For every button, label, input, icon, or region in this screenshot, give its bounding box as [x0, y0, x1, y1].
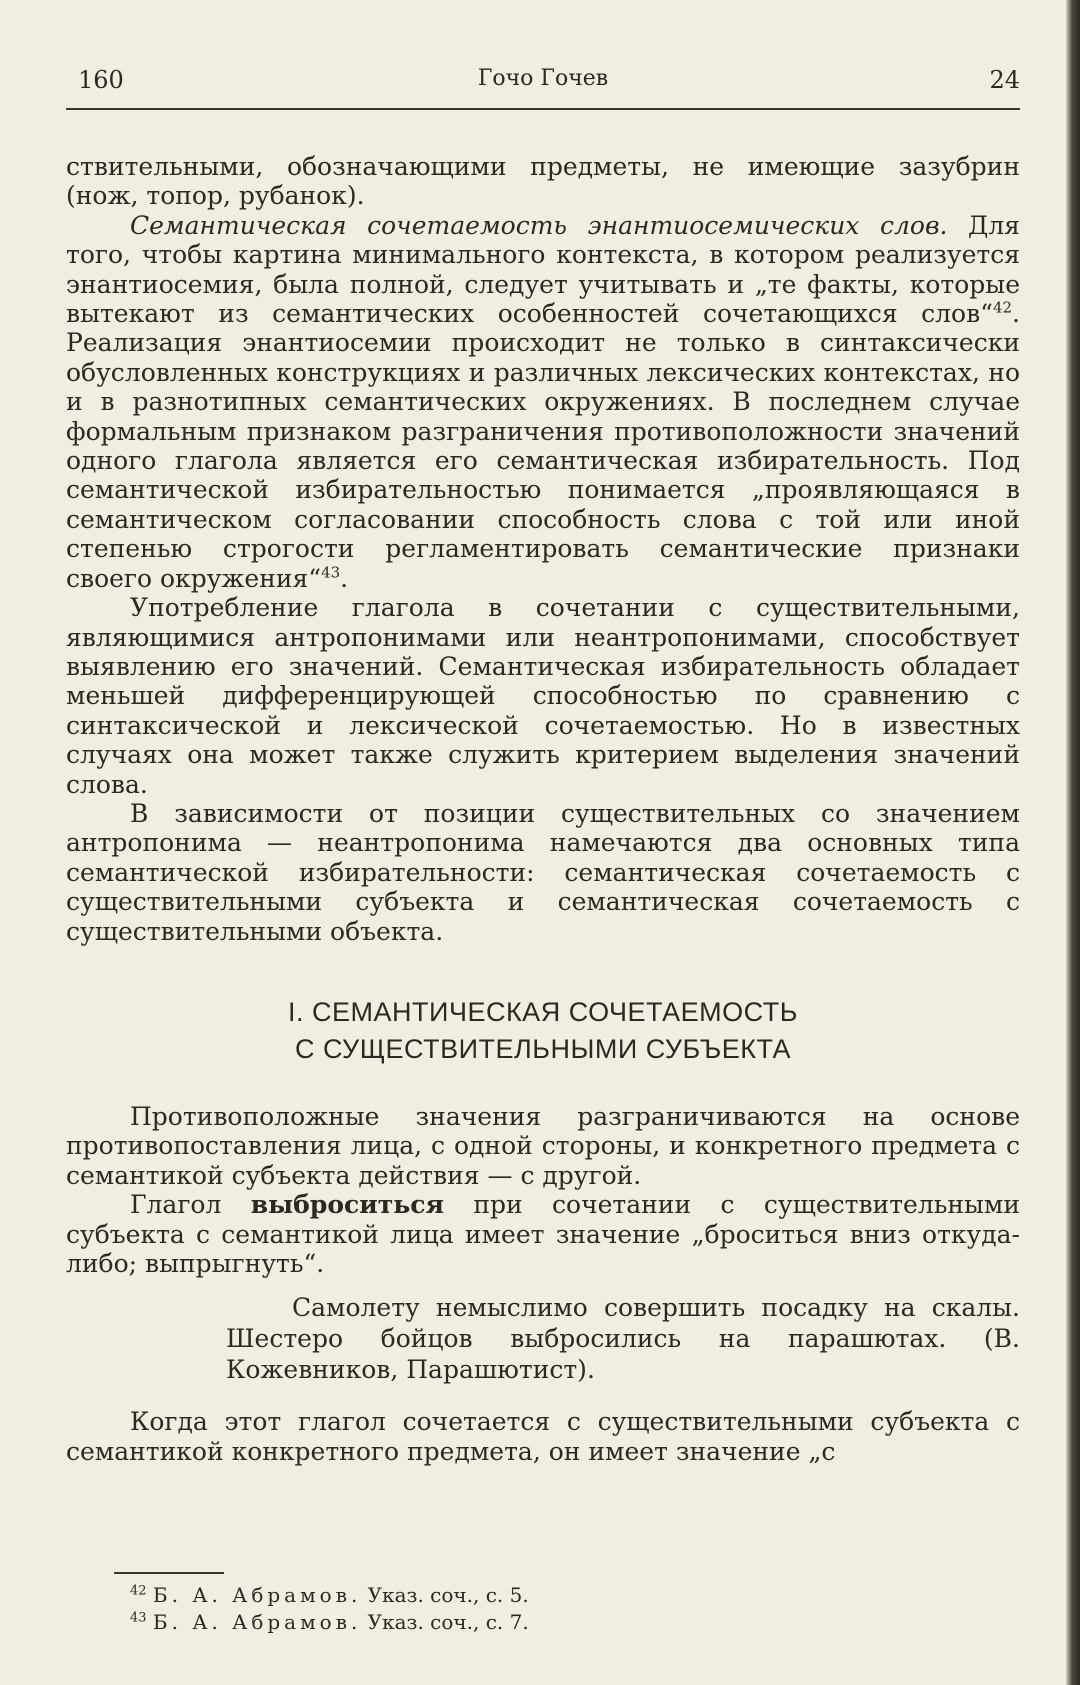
page-number: 160 — [78, 66, 124, 94]
page-body — [66, 152, 1020, 1466]
paragraph: Противоположные значения разграничиваются на основе противопоставления лица, с одной стороны, и конкретного предмета с семантикой субъекта действия — с другой. — [66, 1101, 1020, 1190]
footnote-ref: 42 — [992, 298, 1013, 317]
footnotes — [130, 1582, 529, 1636]
paragraph-text: Для того, чтобы картина минимального контекста, в котором реализуется энантиосемия, была полной, следует учитывать и „те факты, которые вытекают из семантических особенностей сочетающихся слов“ — [66, 210, 1020, 329]
footnote-text: Указ. соч., с. 5. — [361, 1583, 529, 1607]
footnote — [130, 1582, 529, 1609]
paragraph: Когда этот глагол сочетается с существительными субъекта с семантикой конкретного предмета, он имеет значение „с — [66, 1407, 1020, 1466]
paragraph-text: . Реализация энантиосемии происходит не только в синтаксически обусловленных конструкциях и различных лексических контекстах, но и в разнотипных семантических окружениях. В последнем случае формальным признаком разграничения противоположности значений одного глагола является его семантическая избирательность. Под семантической избирательностью понимается „проявляющаяся в семантическом согласовании способность слова с той или иной степенью строгости регламентировать семантические признаки своего окружения“ — [66, 299, 1020, 593]
footnote-ref: 43 — [321, 563, 341, 582]
footnote-text: Указ. соч., с. 7. — [361, 1610, 529, 1634]
book-binding-edge — [1066, 0, 1080, 1685]
heading-line: I. СЕМАНТИЧЕСКАЯ СОЧЕТАЕМОСТЬ — [288, 996, 798, 1027]
paragraph: В зависимости от позиции существительных со значением антропонима — неантропонима намечаются два основных типа семантической избирательности: семантическая сочетаемость с существительными субъекта и семантическая сочетаемость с существительными объекта. — [66, 798, 1020, 946]
paragraph — [66, 211, 1020, 593]
block-quote — [226, 1292, 1020, 1385]
header-rule — [66, 108, 1020, 110]
paragraph-text: . — [340, 563, 349, 593]
heading-line: С СУЩЕСТВИТЕЛЬНЫМИ СУБЪЕКТА — [294, 1033, 792, 1064]
running-title: Гочо Гочев — [477, 66, 609, 91]
bold-term: выброситься — [250, 1190, 444, 1220]
paragraph: ствительными, обозначающими предметы, не имеющие зазубрин (нож, топор, рубанок). — [66, 152, 1020, 211]
footnote-number: 42 — [130, 1583, 147, 1599]
paragraph — [66, 1190, 1020, 1278]
footnote-rule — [114, 1572, 224, 1574]
paragraph: Употребление глагола в сочетании с существительными, являющимися антропонимами или неантропонимами, способствует выявлению его значений. Семантическая избирательность обладает меньшей дифференцирующей способностью по сравнению с синтаксической и лексической сочетаемостью. Но в известных случаях она может также служить критерием выделения значений слова. — [66, 593, 1020, 799]
footnote — [130, 1609, 529, 1636]
footnote-author: Б. А. Абрамов. — [152, 1610, 362, 1634]
paragraph-title: Семантическая сочетаемость энантиосемических слов. — [130, 210, 948, 240]
quote-text: Самолету немыслимо совершить посадку на скалы. Шестеро бойцов выбросились на парашютах. (В. Кожевников, Парашютист). — [226, 1293, 1020, 1385]
signature-number: 24 — [989, 66, 1020, 94]
running-header — [66, 66, 1020, 102]
footnote-author: Б. А. Абрамов. — [152, 1583, 362, 1607]
section-heading — [66, 994, 1020, 1068]
paragraph-text: Глагол — [130, 1190, 251, 1220]
book-page — [66, 0, 1020, 1685]
paragraph-text: при сочетании с существительными субъекта с семантикой лица имеет значение „броситься вниз откуда-либо; выпрыгнуть“. — [66, 1190, 1020, 1278]
footnote-number: 43 — [130, 1610, 147, 1626]
